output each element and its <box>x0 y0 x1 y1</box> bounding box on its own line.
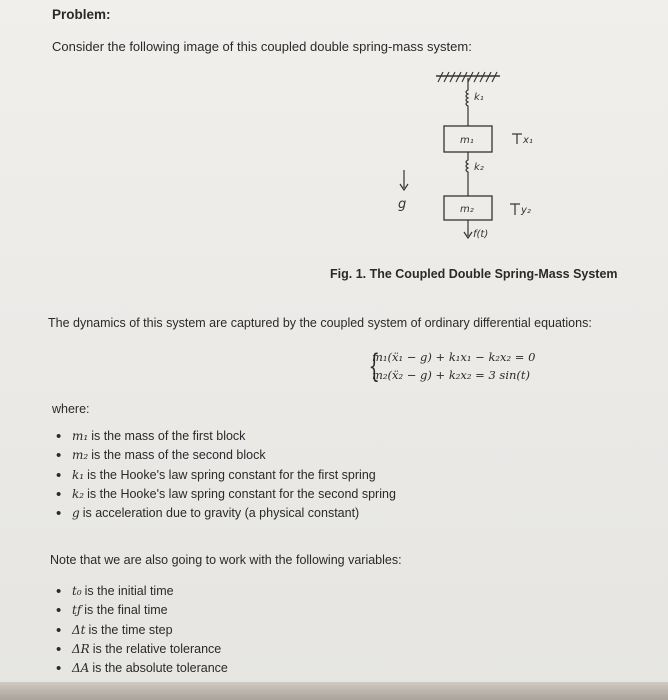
list-item <box>56 659 228 678</box>
definition-text: is the Hooke's law spring constant for the second spring <box>87 486 396 501</box>
list-item <box>56 621 228 640</box>
variable-text: is the relative tolerance <box>92 641 222 656</box>
label-force: f(t) <box>473 229 489 240</box>
symbol: g <box>72 506 80 521</box>
list-item <box>56 427 396 446</box>
variables-list <box>56 582 228 678</box>
label-m2: m₂ <box>460 204 474 215</box>
spring-k1 <box>466 78 468 126</box>
figure-caption: Fig. 1. The Coupled Double Spring-Mass System <box>330 267 618 281</box>
where-label: where: <box>52 402 90 416</box>
label-m1: m₁ <box>460 135 474 146</box>
label-x1: x₁ <box>523 135 533 146</box>
description-text: The dynamics of this system are captured by the coupled system of ordinary differential equations: <box>48 316 592 330</box>
list-item <box>56 466 396 485</box>
symbol: k₁ <box>72 467 85 482</box>
symbol: m₂ <box>72 448 89 463</box>
spring-mass-figure <box>380 70 580 250</box>
label-x2: y₂ <box>521 205 531 216</box>
intro-text: Consider the following image of this coupled double spring-mass system: <box>52 39 472 54</box>
definition-text: is acceleration due to gravity (a physical constant) <box>82 506 360 521</box>
definition-text: is the mass of the first block <box>91 429 246 443</box>
variable-text: is the absolute tolerance <box>92 661 228 676</box>
note-text: Note that we are also going to work with the following variables: <box>50 553 402 567</box>
list-item <box>56 640 228 659</box>
label-k2: k₂ <box>474 162 484 173</box>
page-edge-shadow <box>0 682 668 700</box>
list-item <box>56 485 396 504</box>
symbol: t₀ <box>72 584 82 598</box>
label-k1: k₁ <box>474 92 484 103</box>
symbol: k₂ <box>72 486 85 501</box>
list-item <box>56 601 228 620</box>
definition-text: is the mass of the second block <box>91 448 266 463</box>
list-item <box>56 582 228 601</box>
spring-k2 <box>466 152 468 196</box>
symbol: ΔR <box>72 641 90 656</box>
equation-system <box>368 347 536 385</box>
equation-2: m₂(ẍ₂ − g) + k₂x₂ = 3 sin(t) <box>372 368 531 382</box>
label-g: g <box>398 197 407 212</box>
list-item <box>56 504 396 523</box>
symbol: ΔA <box>72 661 90 676</box>
list-item <box>56 446 396 465</box>
variable-text: is the final time <box>84 603 168 618</box>
variable-text: is the time step <box>88 622 173 637</box>
equation-brace: { <box>368 347 380 385</box>
definitions-list <box>56 427 396 523</box>
symbol: Δt <box>72 622 86 637</box>
problem-title: Problem: <box>52 7 111 22</box>
symbol: m₁ <box>72 429 89 443</box>
symbol: tƒ <box>72 603 82 618</box>
equation-1: m₁(ẍ₁ − g) + k₁x₁ − k₂x₂ = 0 <box>372 350 536 364</box>
definition-text: is the Hooke's law spring constant for the first spring <box>87 467 376 482</box>
variable-text: is the initial time <box>84 584 174 598</box>
